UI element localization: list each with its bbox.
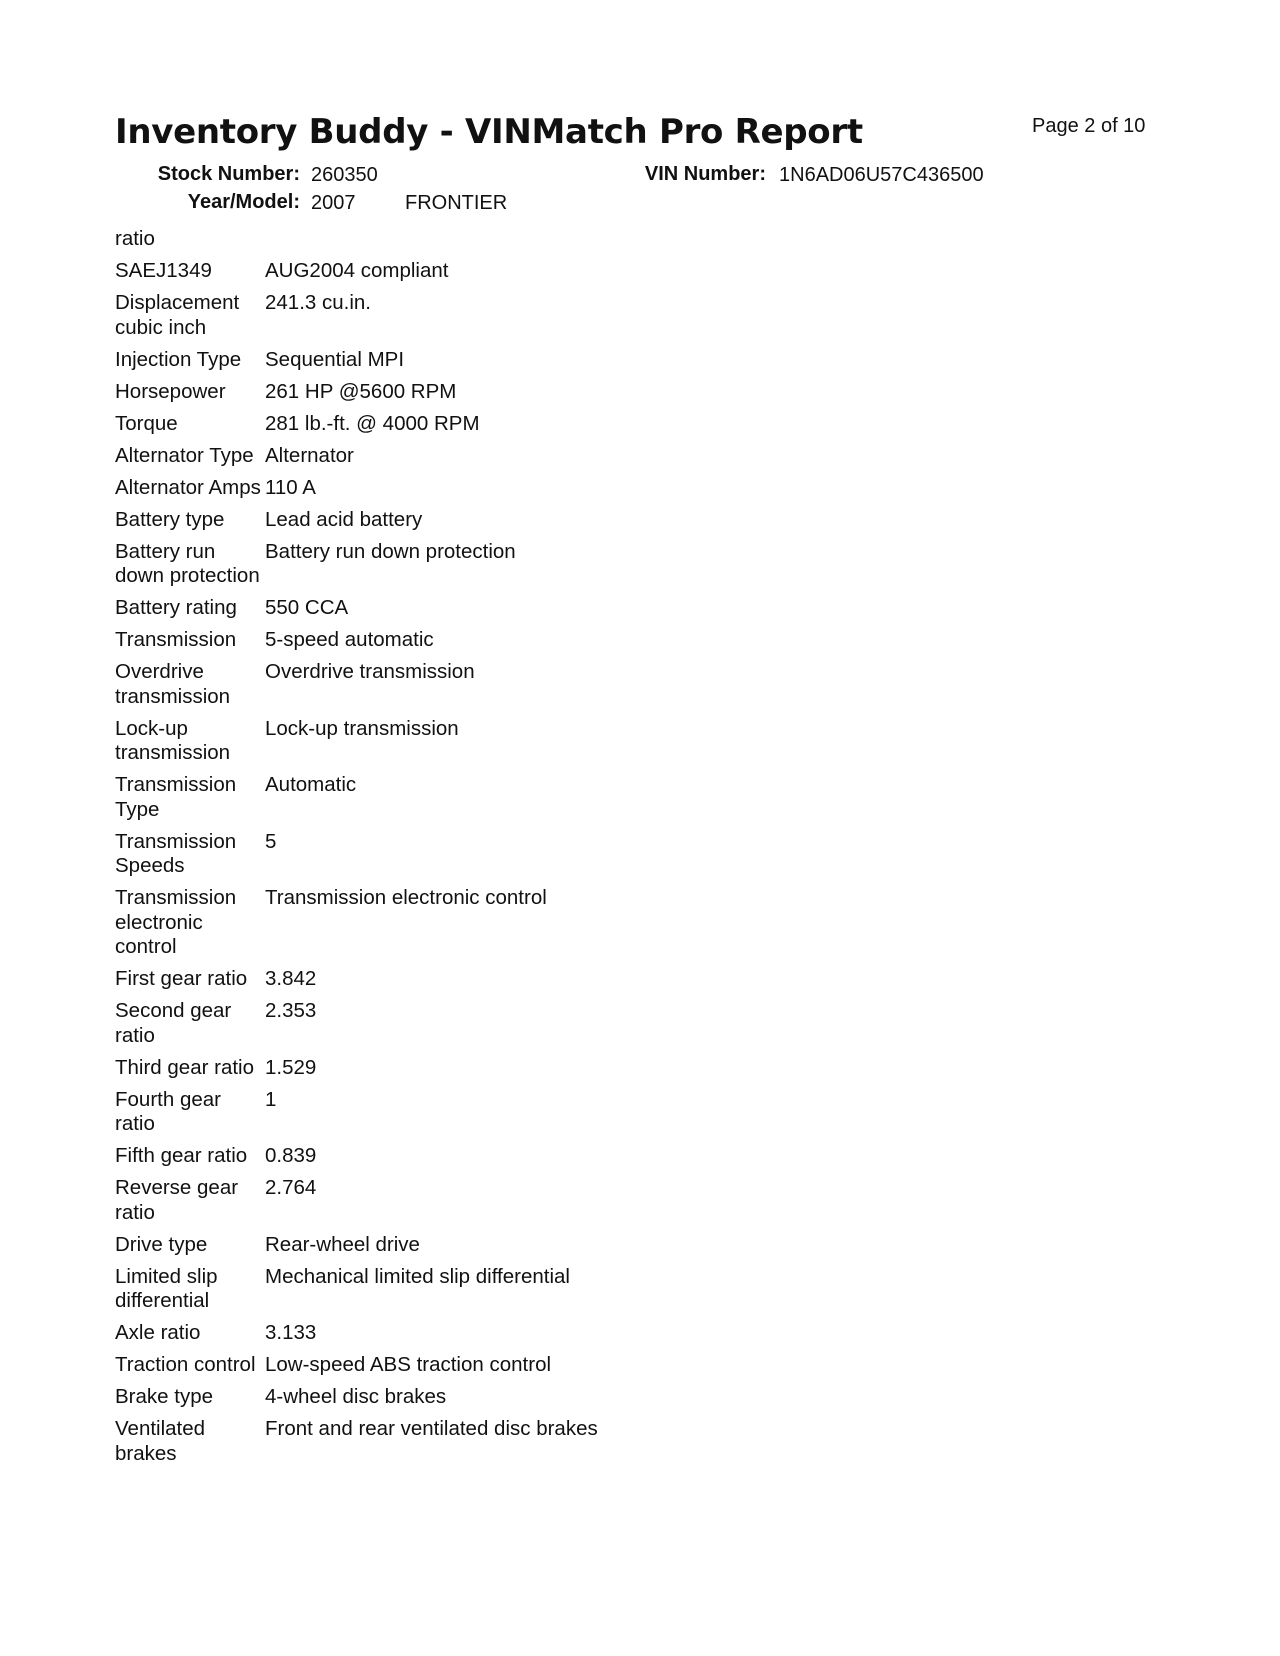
spec-label: Torque: [115, 411, 178, 435]
spec-row: [115, 830, 735, 879]
spec-value: 281 lb.-ft. @ 4000 RPM: [265, 411, 480, 435]
spec-row: [115, 1321, 735, 1346]
spec-value: Automatic: [265, 773, 357, 796]
spec-value: 261 HP @5600 RPM: [265, 379, 457, 403]
year-value: 2007: [311, 192, 356, 214]
spec-row: [115, 1233, 735, 1258]
spec-label: Third gear ratio: [115, 1055, 255, 1079]
spec-label: Reverse gear ratio: [115, 1176, 239, 1224]
spec-row: [115, 1176, 735, 1225]
spec-value: 0.839: [265, 1144, 317, 1167]
stock-number-label: Stock Number:: [157, 163, 300, 185]
spec-row: [115, 1088, 735, 1137]
spec-value: Battery run down protection: [265, 539, 516, 563]
spec-value: 3.842: [265, 967, 317, 990]
spec-row: [115, 1056, 735, 1081]
spec-row: [115, 967, 735, 992]
spec-value: 3.133: [265, 1321, 317, 1344]
spec-row: [115, 444, 735, 469]
spec-row: [115, 717, 735, 766]
spec-table: [115, 227, 735, 1474]
spec-row: [115, 380, 735, 405]
spec-row: [115, 259, 735, 284]
spec-value: Lock-up transmission: [265, 716, 459, 740]
spec-label: First gear ratio: [115, 967, 248, 990]
spec-row: [115, 348, 735, 373]
spec-row: [115, 540, 735, 589]
spec-value: 5: [265, 829, 277, 853]
spec-value: Overdrive transmission: [265, 660, 475, 683]
spec-value: 1: [265, 1087, 277, 1111]
spec-row: [115, 1144, 735, 1169]
spec-label: Overdrive transmission: [115, 660, 231, 708]
spec-label: Axle ratio: [115, 1321, 201, 1344]
report-title: Inventory Buddy - VINMatch Pro Report: [115, 112, 863, 152]
spec-value: 4-wheel disc brakes: [265, 1385, 447, 1408]
page-number: Page 2 of 10: [1032, 115, 1146, 137]
spec-value: Mechanical limited slip differential: [265, 1264, 570, 1288]
spec-value: 1.529: [265, 1055, 317, 1079]
spec-row: [115, 1417, 735, 1466]
spec-value: 550 CCA: [265, 596, 349, 619]
spec-label: Injection Type: [115, 347, 242, 371]
spec-value: Rear-wheel drive: [265, 1232, 420, 1256]
spec-row: [115, 660, 735, 709]
spec-row: [115, 999, 735, 1048]
spec-row: [115, 227, 735, 252]
spec-value: 241.3 cu.in.: [265, 291, 371, 314]
year-model-label: Year/Model:: [187, 191, 300, 213]
spec-value: Front and rear ventilated disc brakes: [265, 1417, 598, 1440]
spec-value: Low-speed ABS traction control: [265, 1353, 552, 1376]
spec-label: Drive type: [115, 1232, 208, 1256]
spec-label: Battery rating: [115, 596, 237, 619]
spec-label: Transmission Speeds: [115, 829, 237, 877]
spec-label: Alternator Amps: [115, 475, 261, 499]
spec-label: Ventilated brakes: [115, 1417, 206, 1465]
spec-row: [115, 412, 735, 437]
spec-label: Second gear ratio: [115, 999, 232, 1047]
spec-row: [115, 628, 735, 653]
spec-row: [115, 1385, 735, 1410]
spec-label: Battery type: [115, 507, 225, 531]
vin-number-label: VIN Number:: [644, 163, 766, 185]
spec-value: AUG2004 compliant: [265, 259, 449, 282]
model-value: FRONTIER: [405, 192, 508, 214]
stock-number-value: 260350: [311, 164, 378, 186]
spec-row: [115, 476, 735, 501]
spec-value: [265, 227, 735, 252]
spec-label: Displacement cubic inch: [115, 291, 240, 339]
spec-label: Lock-up transmission: [115, 716, 231, 764]
spec-label: Battery run down protection: [115, 539, 260, 587]
spec-value: 5-speed automatic: [265, 628, 434, 651]
spec-label: Traction control: [115, 1353, 256, 1376]
spec-label: Fourth gear ratio: [115, 1087, 221, 1135]
spec-value: Sequential MPI: [265, 347, 405, 371]
spec-row: [115, 773, 735, 822]
spec-label: Alternator Type: [115, 443, 254, 467]
spec-label: Transmission electronic control: [115, 886, 237, 958]
spec-label: SAEJ1349: [115, 259, 212, 282]
vin-number-value: 1N6AD06U57C436500: [779, 164, 984, 186]
spec-label: Transmission Type: [115, 773, 237, 821]
spec-label: Transmission: [115, 628, 237, 651]
spec-value: Transmission electronic control: [265, 886, 547, 909]
spec-label: Brake type: [115, 1385, 213, 1408]
spec-label: Limited slip differential: [115, 1264, 218, 1312]
spec-row: [115, 886, 735, 960]
spec-label: Horsepower: [115, 379, 226, 403]
spec-label: ratio: [115, 227, 155, 250]
spec-value: Lead acid battery: [265, 507, 423, 531]
spec-row: [115, 1353, 735, 1378]
spec-label: Fifth gear ratio: [115, 1144, 248, 1167]
spec-value: 2.764: [265, 1176, 317, 1199]
spec-row: [115, 596, 735, 621]
spec-row: [115, 508, 735, 533]
spec-value: 110 A: [265, 475, 316, 499]
spec-value: Alternator: [265, 443, 354, 467]
spec-value: 2.353: [265, 999, 317, 1022]
spec-row: [115, 1265, 735, 1314]
spec-row: [115, 291, 735, 340]
